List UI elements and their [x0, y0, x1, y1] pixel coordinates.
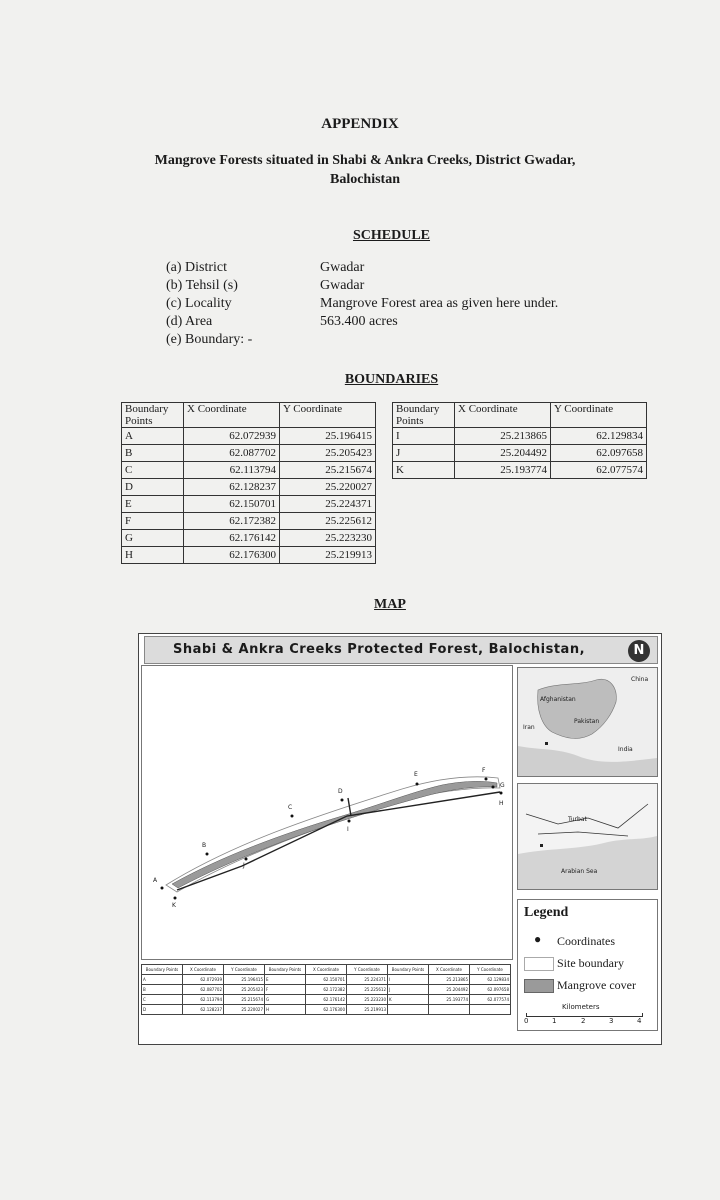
site-marker [545, 742, 548, 745]
coordinate-point [174, 897, 177, 900]
table-cell: K [388, 995, 429, 1005]
subtitle-line-1: Mangrove Forests situated in Shabi & Ankra Creeks, District Gwadar, [154, 153, 576, 168]
point-label-c: C [288, 804, 293, 811]
table-cell [388, 1005, 429, 1015]
page-heading: APPENDIX [321, 116, 399, 132]
boundary-line [177, 792, 500, 890]
label-afghanistan: Afghanistan [540, 696, 576, 703]
label-china: China [631, 676, 649, 683]
document-subtitle [150, 151, 580, 189]
coordinate-point [161, 887, 164, 890]
scale-tick: 2 [581, 1017, 586, 1025]
coordinate-point [291, 815, 294, 818]
coordinate-point [485, 778, 488, 781]
subtitle-line-2: Balochistan [329, 172, 400, 187]
table-cell: 25.215674 [280, 462, 376, 479]
point-label-g: G [500, 782, 505, 789]
column-header: Boundary Points [393, 403, 455, 428]
site-boundary-swatch [524, 957, 554, 971]
table-row [142, 975, 511, 985]
point-label-f: F [482, 767, 486, 774]
compass-icon: N [628, 640, 650, 662]
label-arabian-sea: Arabian Sea [561, 868, 598, 875]
table-cell: K [393, 462, 455, 479]
creek-map-svg [142, 666, 512, 959]
column-header: Y Coordinate [280, 403, 376, 428]
coordinate-point [206, 853, 209, 856]
table-cell: 25.219913 [280, 547, 376, 564]
column-header: X Coordinate [429, 965, 470, 975]
schedule-label: (a) District [166, 260, 228, 275]
boundaries-title: BOUNDARIES [344, 372, 439, 387]
table-cell: E [122, 496, 184, 513]
map-title: MAP [374, 597, 406, 612]
table-cell: B [122, 445, 184, 462]
point-label-i: I [347, 826, 349, 833]
table-cell: 25.196415 [224, 975, 265, 985]
site-marker [540, 844, 543, 847]
table-cell: 62.113794 [184, 462, 280, 479]
column-header: Y Coordinate [470, 965, 511, 975]
table-cell: 25.223230 [280, 530, 376, 547]
scale-tick: 0 [524, 1017, 529, 1025]
label-iran: Iran [523, 724, 535, 731]
point-label-k: K [172, 902, 176, 909]
column-header: Boundary Points [388, 965, 429, 975]
label-turbat: Turbat [568, 816, 587, 823]
schedule-value: Gwadar [320, 278, 365, 293]
scale-tick: 3 [609, 1017, 614, 1025]
table-cell: 25.225612 [347, 985, 388, 995]
table-cell: A [122, 428, 184, 445]
mangrove-cover-shape [172, 781, 497, 888]
table-cell: F [265, 985, 306, 995]
table-row [122, 530, 376, 547]
legend-item-mangrove-cover: Mangrove cover [557, 978, 636, 992]
table-cell: D [142, 1005, 183, 1015]
table-cell: B [142, 985, 183, 995]
table-cell: 62.150701 [306, 975, 347, 985]
table-cell: 62.077574 [470, 995, 511, 1005]
point-label-d: D [338, 788, 343, 795]
mangrove-cover-swatch [524, 979, 554, 993]
table-cell: 62.087702 [184, 445, 280, 462]
coordinate-point [348, 820, 351, 823]
coordinate-dot-icon: ● [534, 932, 542, 946]
legend-title: Legend [524, 905, 569, 920]
table-row [122, 428, 376, 445]
table-cell: 62.176142 [306, 995, 347, 1005]
scale-tick: 1 [552, 1017, 557, 1025]
table-row [393, 428, 647, 445]
table-cell: 62.176142 [184, 530, 280, 547]
point-label-b: B [202, 842, 207, 849]
label-pakistan: Pakistan [574, 718, 600, 725]
column-header: Boundary Points [122, 403, 184, 428]
table-body [393, 428, 647, 479]
legend-item-site-boundary: Site boundary [557, 956, 624, 970]
table-row [142, 1005, 511, 1015]
column-header: Y Coordinate [551, 403, 647, 428]
schedule-values [320, 259, 558, 331]
table-row [122, 462, 376, 479]
table-cell: 62.176300 [184, 547, 280, 564]
table-cell [470, 1005, 511, 1015]
table-row [393, 462, 647, 479]
schedule-title: SCHEDULE [352, 228, 431, 243]
column-header: Boundary Points [142, 965, 183, 975]
map-header [144, 636, 658, 664]
table-cell: 62.128237 [184, 479, 280, 496]
map-header-text: Shabi & Ankra Creeks Protected Forest, Balochistan, [173, 642, 586, 657]
inset-map-region [517, 667, 658, 777]
table-cell: 25.224371 [347, 975, 388, 985]
schedule-value: Mangrove Forest area as given here under. [320, 296, 559, 311]
coordinate-point [416, 783, 419, 786]
column-header: Y Coordinate [224, 965, 265, 975]
table-cell: 25.220027 [224, 1005, 265, 1015]
coordinate-point [245, 858, 248, 861]
schedule-label: (c) Locality [166, 296, 232, 311]
column-header: Boundary Points [265, 965, 306, 975]
table-cell: 62.150701 [184, 496, 280, 513]
table-cell: 62.072939 [184, 428, 280, 445]
table-cell: 62.176300 [306, 1005, 347, 1015]
site-boundary-shape [166, 777, 500, 892]
table-cell: A [142, 975, 183, 985]
scale-label: Kilometers [562, 1003, 600, 1011]
table-row [122, 513, 376, 530]
schedule-label: (e) Boundary: - [166, 332, 253, 347]
table-cell: 25.223230 [347, 995, 388, 1005]
table-cell [429, 1005, 470, 1015]
table-cell: 25.205423 [224, 985, 265, 995]
schedule-label: (d) Area [166, 314, 213, 329]
table-cell: I [393, 428, 455, 445]
table-row [122, 547, 376, 564]
column-header: Y Coordinate [347, 965, 388, 975]
table-cell: 62.077574 [551, 462, 647, 479]
table-cell: 62.113794 [183, 995, 224, 1005]
point-label-j: J [243, 862, 245, 869]
table-cell: 62.087702 [183, 985, 224, 995]
table-cell: 25.204492 [455, 445, 551, 462]
table-row [122, 479, 376, 496]
table-body [142, 975, 511, 1015]
table-cell: J [388, 985, 429, 995]
schedule-value: Gwadar [320, 260, 365, 275]
point-label-e: E [414, 771, 418, 778]
coordinate-point [492, 786, 495, 789]
table-cell: 62.128237 [183, 1005, 224, 1015]
table-cell: 25.225612 [280, 513, 376, 530]
label-india: India [618, 746, 633, 753]
boundaries-table-right [392, 402, 647, 479]
table-cell: J [393, 445, 455, 462]
table-cell: 25.213865 [429, 975, 470, 985]
table-cell: 25.193774 [455, 462, 551, 479]
schedule-labels [166, 259, 252, 349]
table-cell: 25.204492 [429, 985, 470, 995]
table-cell: 25.219913 [347, 1005, 388, 1015]
column-header: X Coordinate [455, 403, 551, 428]
table-cell: G [265, 995, 306, 1005]
table-cell: C [142, 995, 183, 1005]
table-cell: 62.097658 [470, 985, 511, 995]
table-cell: 62.129834 [470, 975, 511, 985]
point-label-h: H [499, 800, 504, 807]
table-cell: I [388, 975, 429, 985]
schedule-value: 563.400 acres [320, 314, 398, 329]
table-body [122, 428, 376, 564]
table-cell: 25.205423 [280, 445, 376, 462]
table-cell: 25.193774 [429, 995, 470, 1005]
point-label-a: A [153, 877, 158, 884]
table-cell: H [265, 1005, 306, 1015]
legend-item-coordinates: Coordinates [557, 934, 615, 948]
table-header-row [142, 965, 511, 975]
table-cell: 25.220027 [280, 479, 376, 496]
table-cell: 25.196415 [280, 428, 376, 445]
scale-tick: 4 [637, 1017, 642, 1025]
coordinate-point [341, 799, 344, 802]
table-row [393, 445, 647, 462]
inset-map-district [517, 783, 658, 890]
table-cell: 62.129834 [551, 428, 647, 445]
table-cell: D [122, 479, 184, 496]
table-cell: 62.172382 [306, 985, 347, 995]
coordinate-point [500, 792, 503, 795]
schedule-label: (b) Tehsil (s) [166, 278, 238, 293]
table-row [122, 496, 376, 513]
column-header: X Coordinate [183, 965, 224, 975]
table-cell: 62.072939 [183, 975, 224, 985]
table-cell: G [122, 530, 184, 547]
main-map [141, 665, 513, 960]
table-cell: 25.213865 [455, 428, 551, 445]
map-coordinates-table [141, 964, 511, 1015]
table-row [142, 985, 511, 995]
column-header: X Coordinate [184, 403, 280, 428]
table-row [142, 995, 511, 1005]
table-cell: 25.215674 [224, 995, 265, 1005]
table-cell: F [122, 513, 184, 530]
table-cell: C [122, 462, 184, 479]
table-cell: 62.172382 [184, 513, 280, 530]
table-cell: E [265, 975, 306, 985]
table-cell: 25.224371 [280, 496, 376, 513]
table-row [122, 445, 376, 462]
boundaries-table-left [121, 402, 376, 564]
table-cell: 62.097658 [551, 445, 647, 462]
table-cell: H [122, 547, 184, 564]
column-header: X Coordinate [306, 965, 347, 975]
